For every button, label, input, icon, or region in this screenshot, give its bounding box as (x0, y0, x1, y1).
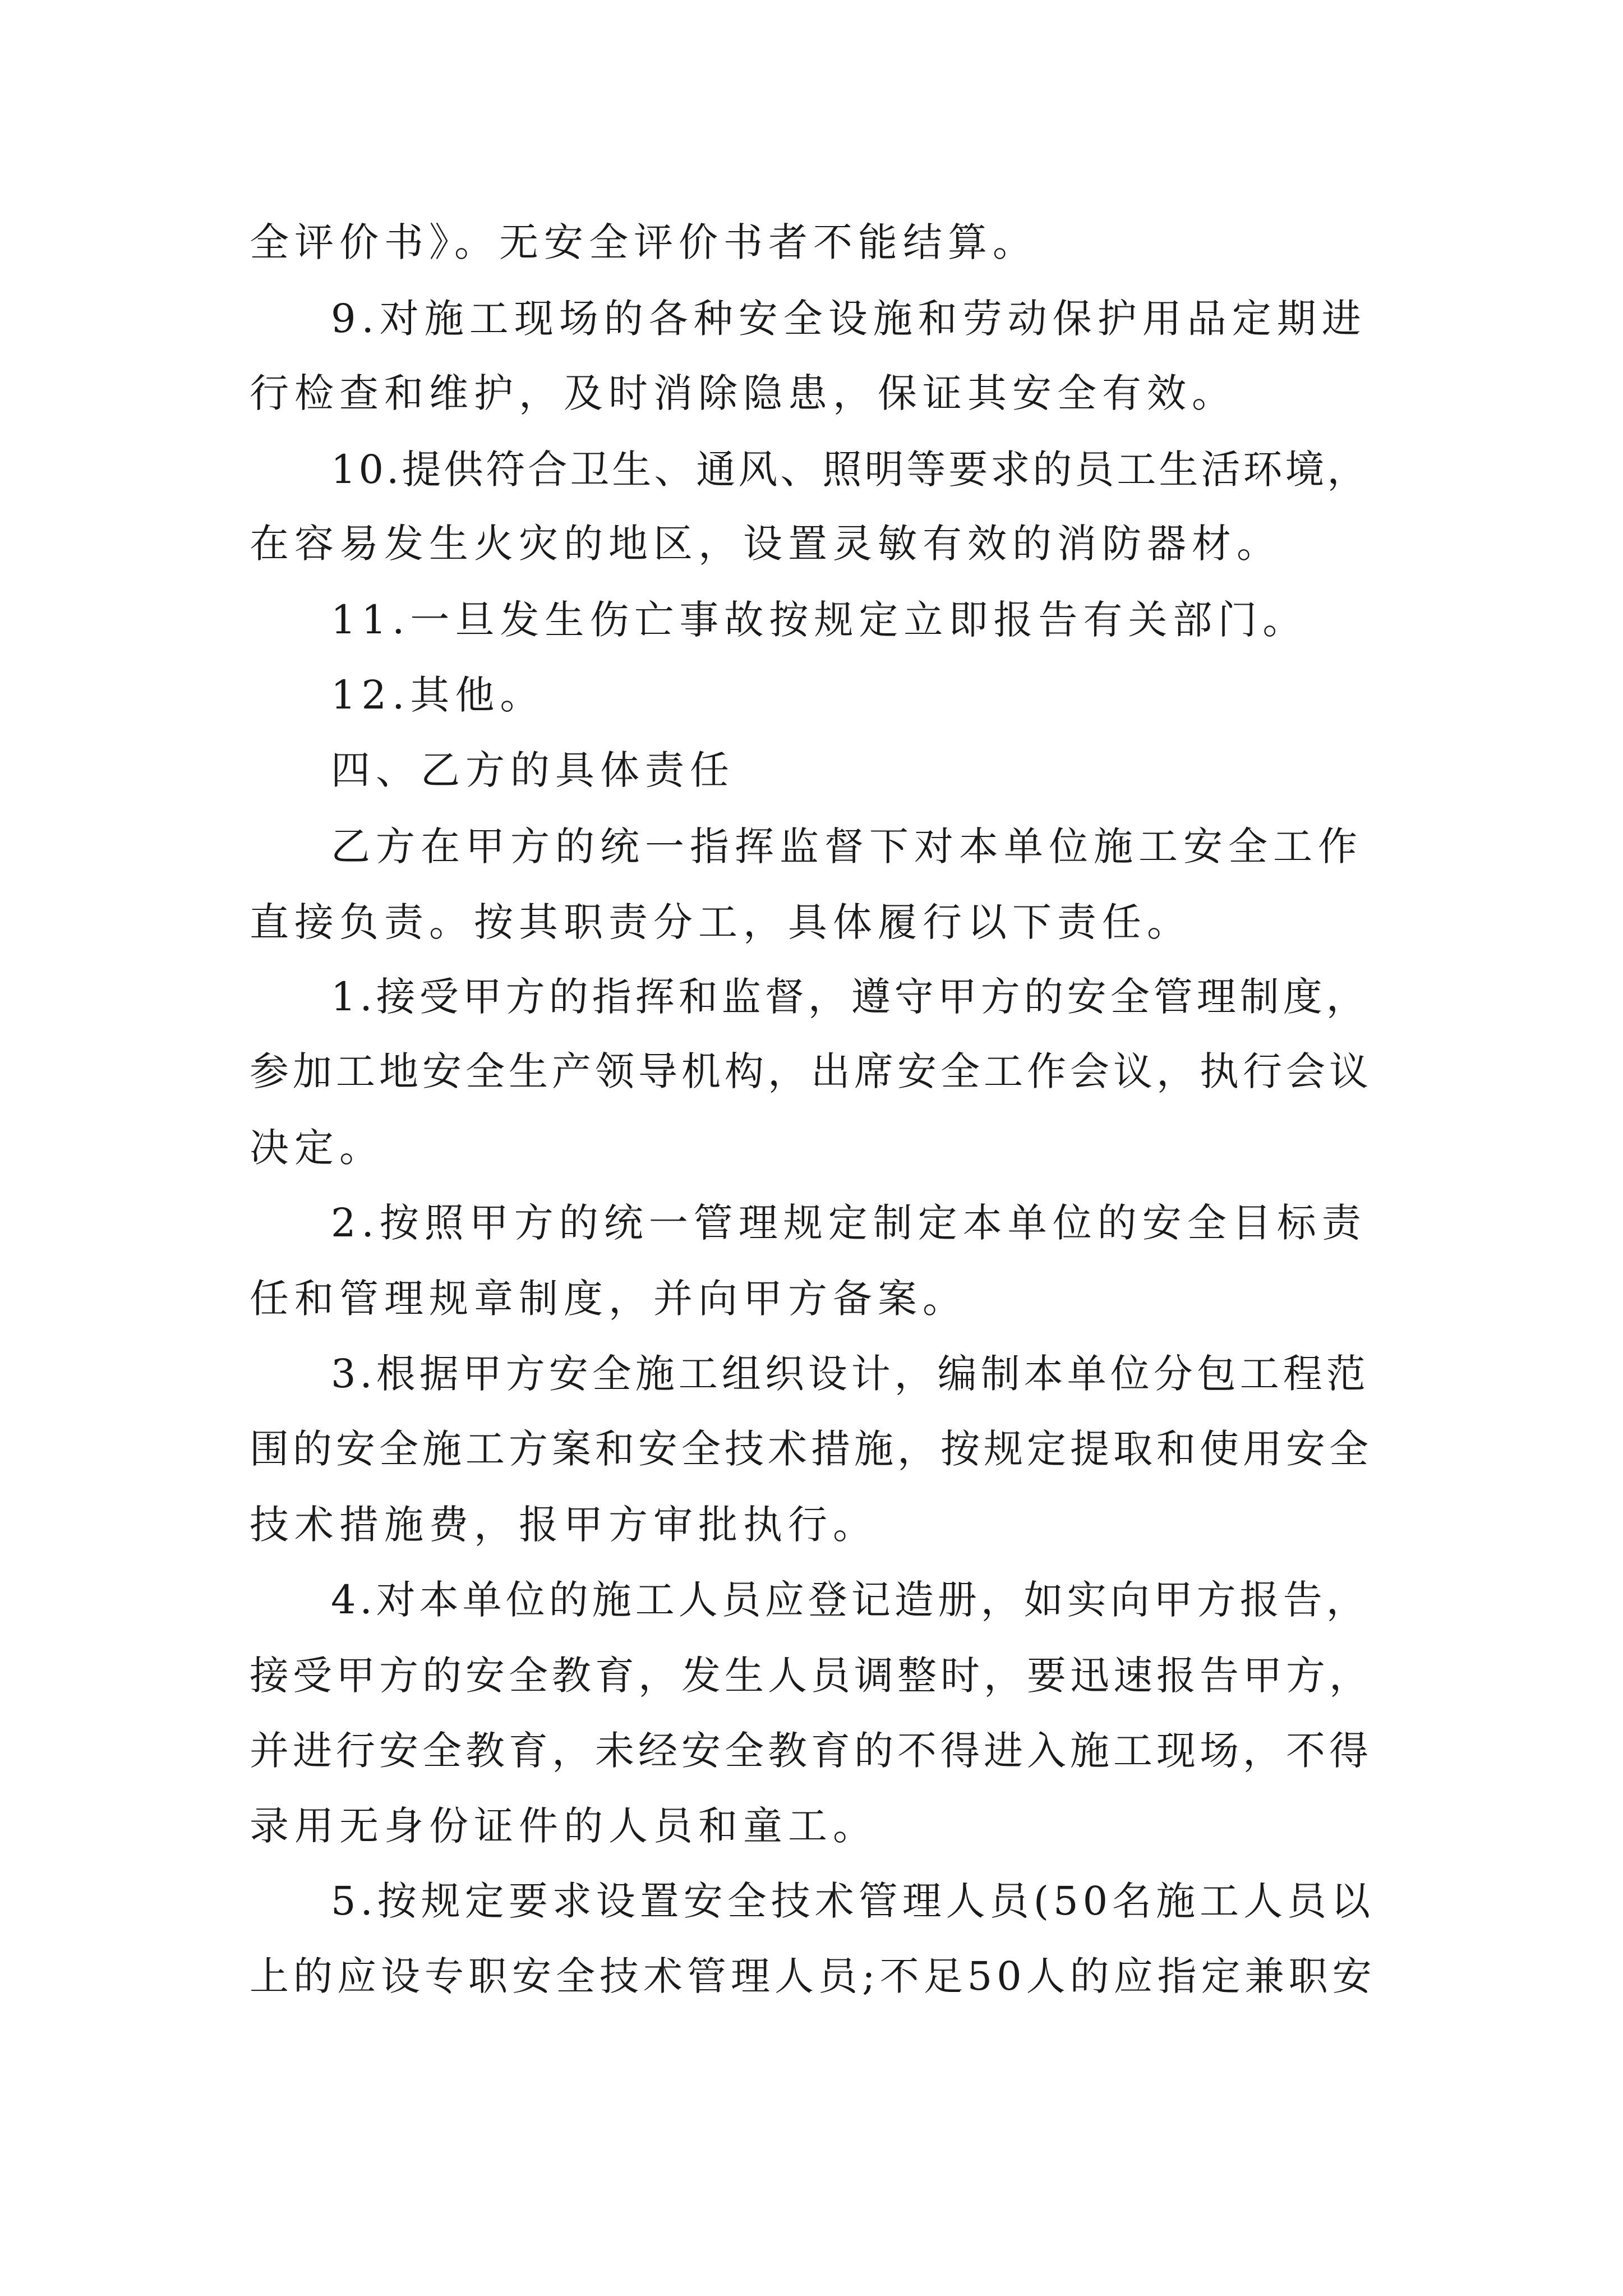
text-line: 全评价书》。无安全评价书者不能结算。 (250, 219, 1038, 265)
text-line: 并进行安全教育，未经安全教育的不得进入施工现场，不得 (250, 1728, 1372, 1774)
text-line: 10.提供符合卫生、通风、照明等要求的员工生活环境， (331, 447, 1370, 493)
text-line: 围的安全施工方案和安全技术措施，按规定提取和使用安全 (250, 1426, 1372, 1472)
text-line: 12.其他。 (331, 672, 545, 718)
text-line: 参加工地安全生产领导机构，出席安全工作会议，执行会议 (250, 1048, 1372, 1094)
text-line: 4.对本单位的施工人员应登记造册，如实向甲方报告， (331, 1577, 1370, 1623)
text-line: 接受甲方的安全教育，发生人员调整时，要迅速报告甲方， (250, 1653, 1372, 1699)
text-line: 11.一旦发生伤亡事故按规定立即报告有关部门。 (331, 597, 1308, 643)
text-line: 行检查和维护，及时消除隐患，保证其安全有效。 (250, 370, 1237, 416)
text-line: 录用无身份证件的人员和童工。 (250, 1803, 878, 1849)
text-line: 技术措施费，报甲方审批执行。 (250, 1502, 878, 1548)
text-line: 任和管理规章制度，并向甲方备案。 (250, 1276, 967, 1322)
section-heading: 四、乙方的具体责任 (331, 747, 735, 793)
text-line: 直接负责。按其职责分工，具体履行以下责任。 (250, 899, 1192, 945)
text-line: 乙方在甲方的统一指挥监督下对本单位施工安全工作 (331, 823, 1363, 869)
text-line: 9.对施工现场的各种安全设施和劳动保护用品定期进 (331, 296, 1367, 342)
text-line: 3.根据甲方安全施工组织设计，编制本单位分包工程范 (331, 1351, 1370, 1397)
text-line: 决定。 (250, 1125, 384, 1171)
text-line: 1.接受甲方的指挥和监督，遵守甲方的安全管理制度， (331, 974, 1370, 1020)
text-line: 上的应设专职安全技术管理人员;不足50人的应指定兼职安 (250, 1953, 1376, 1999)
text-line: 5.按规定要求设置安全技术管理人员(50名施工人员以 (331, 1878, 1375, 1924)
text-line: 2.按照甲方的统一管理规定制定本单位的安全目标责 (331, 1200, 1367, 1246)
text-line: 在容易发生火灾的地区，设置灵敏有效的消防器材。 (250, 521, 1281, 567)
